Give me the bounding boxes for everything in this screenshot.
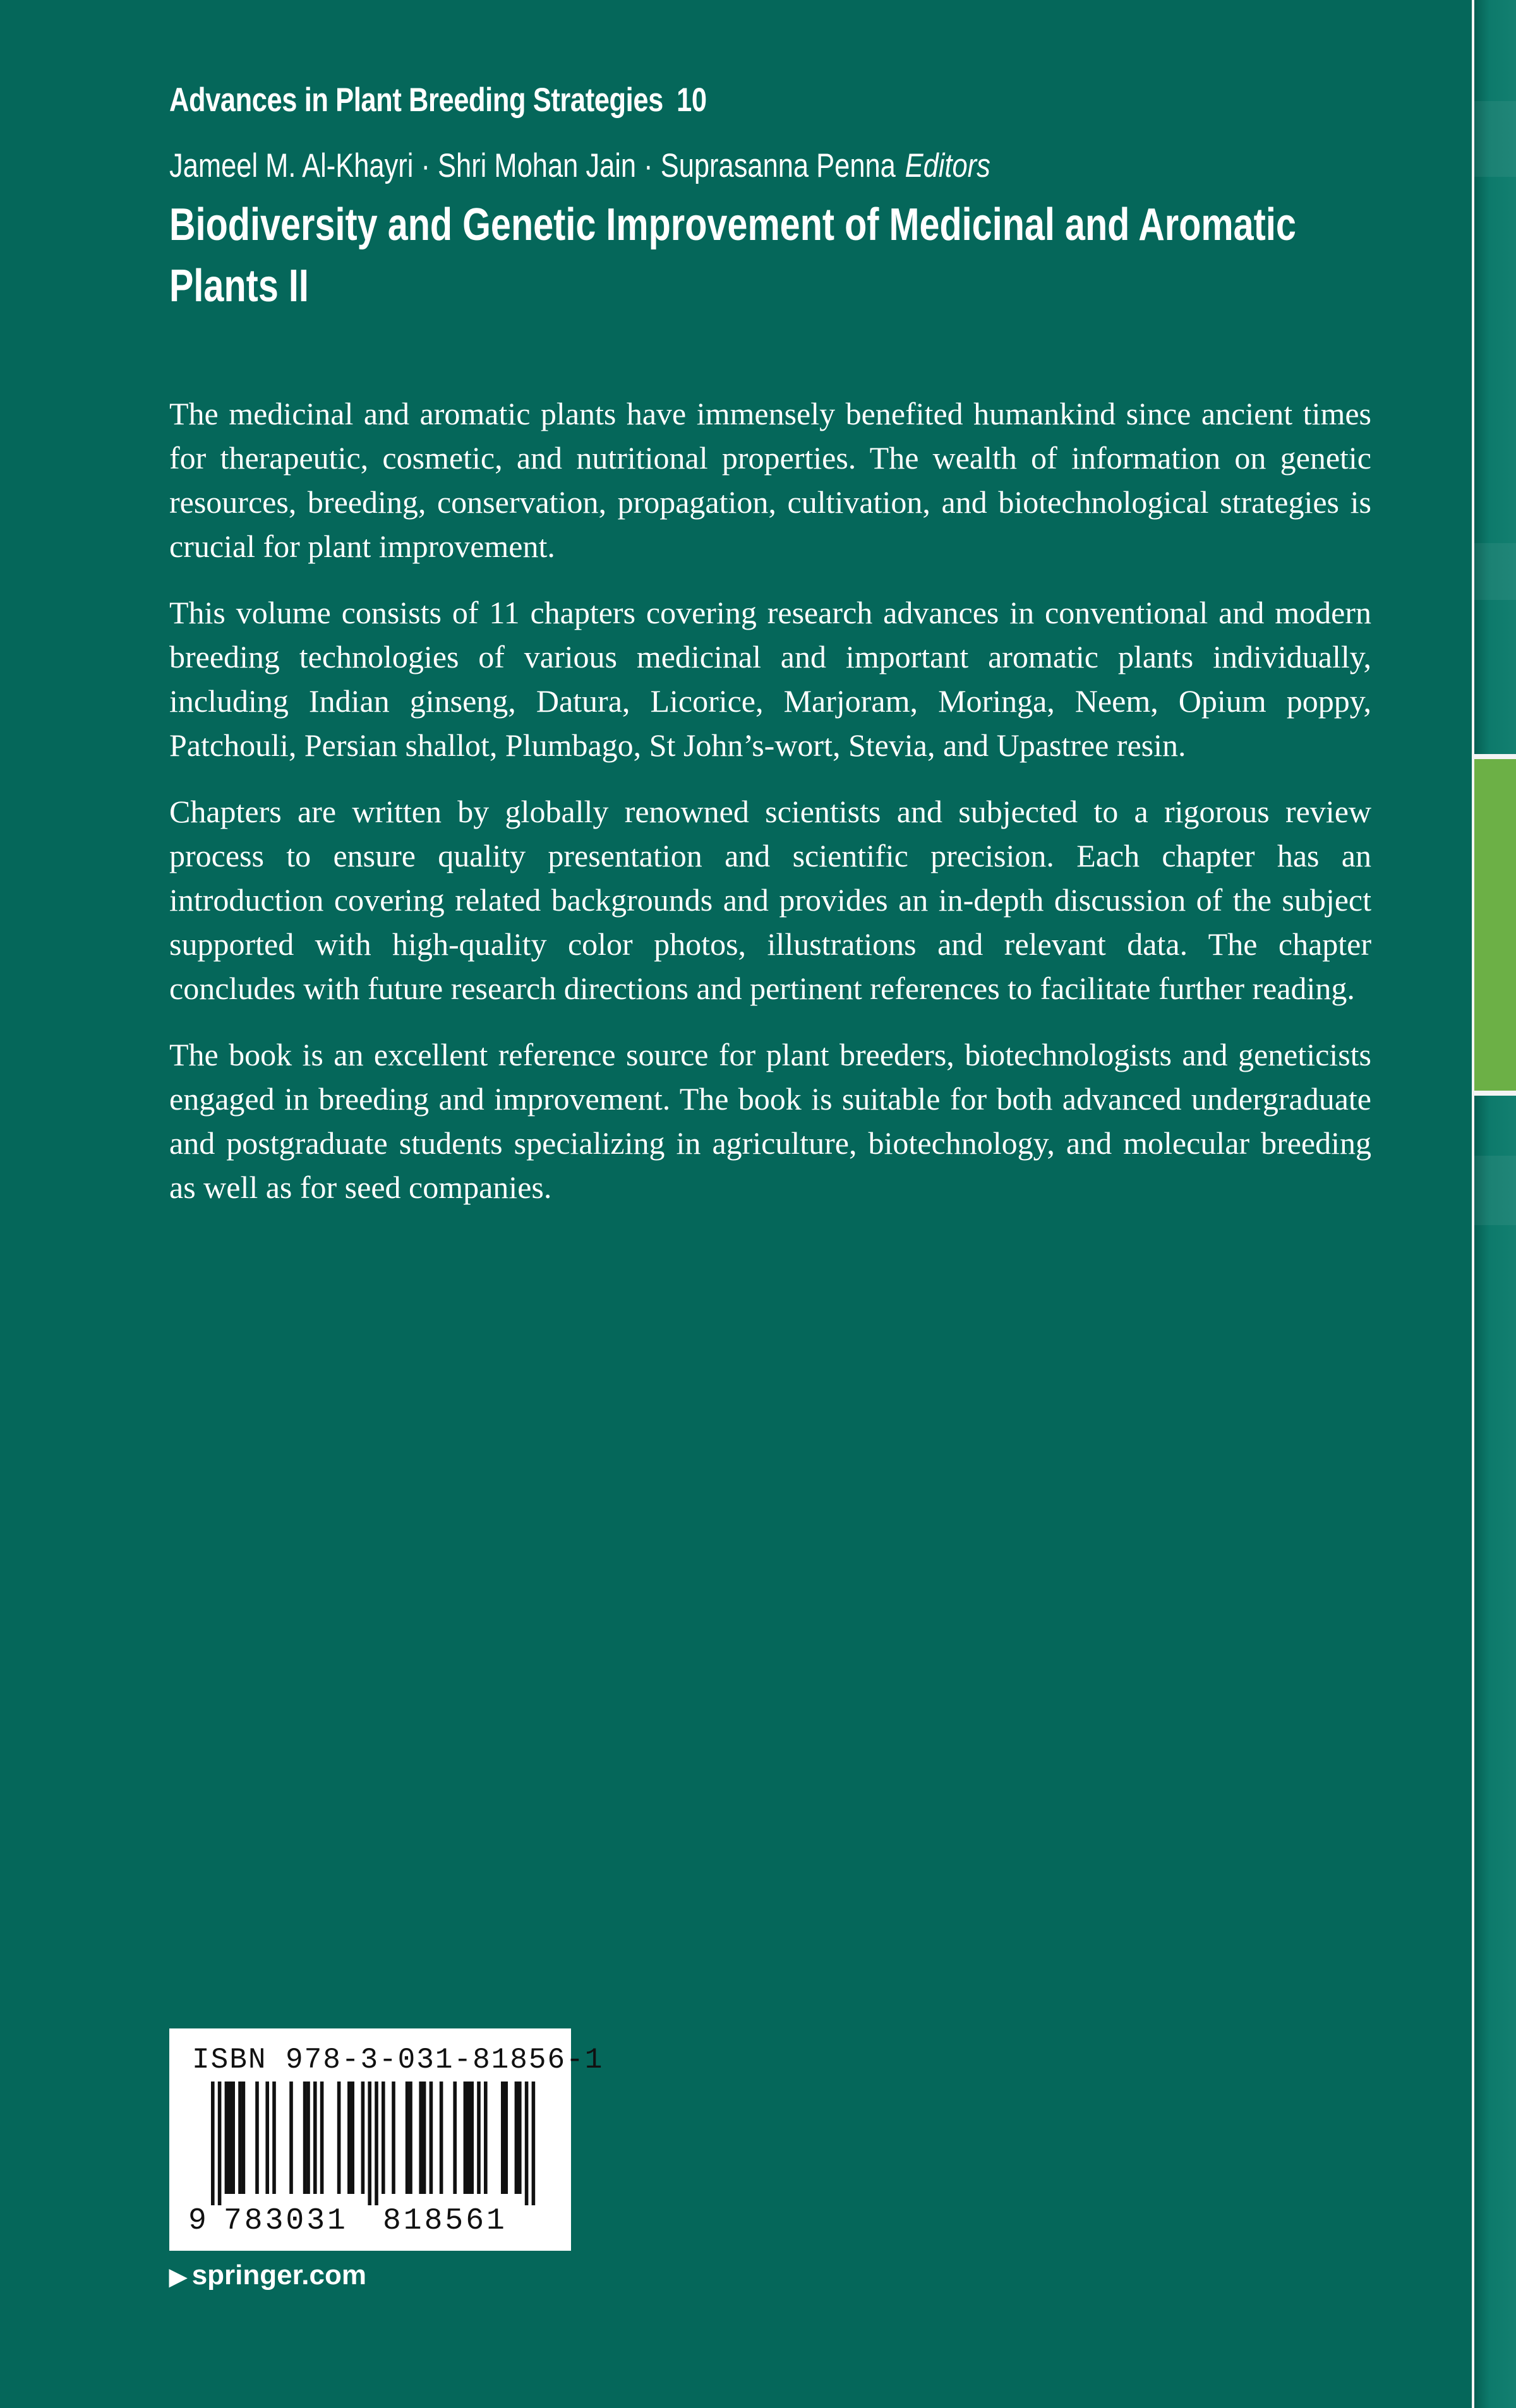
ean-right-group: 818561 — [383, 2204, 507, 2238]
barcode-bar — [225, 2082, 229, 2194]
barcode-bar — [347, 2082, 351, 2194]
barcode-bar — [504, 2082, 508, 2194]
series-name: Advances in Plant Breeding Strategies — [169, 81, 663, 119]
barcode-bar — [501, 2082, 505, 2194]
barcode-bar — [211, 2082, 215, 2205]
barcode-bar — [470, 2082, 474, 2194]
barcode-bar — [484, 2082, 488, 2194]
barcode-bar — [303, 2082, 307, 2194]
barcode-bar — [392, 2082, 395, 2194]
spine-texture — [1474, 101, 1516, 177]
barcode-bar — [375, 2082, 378, 2205]
barcode-bar — [231, 2082, 235, 2194]
website-label: springer.com — [191, 2260, 366, 2291]
spine-color-band — [1474, 759, 1516, 1091]
barcode-bar — [477, 2082, 481, 2194]
barcode-bar — [228, 2082, 232, 2194]
editor-names: Jameel M. Al-Khayri · Shri Mohan Jain · Suprasanna Penna — [169, 147, 896, 184]
barcode-bar — [320, 2082, 324, 2194]
arrow-right-icon: ▶ — [169, 2263, 187, 2289]
publisher-website[interactable] — [169, 2260, 366, 2291]
barcode-bar — [382, 2082, 385, 2194]
barcode-bars — [188, 2082, 555, 2205]
barcode-bar — [242, 2082, 246, 2194]
editors-line — [169, 147, 1153, 185]
barcode-bar — [419, 2082, 423, 2194]
barcode-bar — [272, 2082, 276, 2194]
barcode-bar — [525, 2082, 529, 2205]
spine-texture — [1474, 1156, 1516, 1225]
ean-first-digit: 9 — [188, 2204, 207, 2238]
barcode-bar — [453, 2082, 457, 2194]
isbn-label: ISBN 978-3-031-81856-1 — [192, 2044, 604, 2076]
barcode-bar — [518, 2082, 522, 2194]
spine-band-border-bottom — [1474, 1091, 1516, 1096]
barcode-bar — [423, 2082, 426, 2194]
spine-divider-line — [1472, 0, 1474, 2408]
blurb-paragraph-1: The medicinal and aromatic plants have immensely benefited humankind since ancient times for therapeutic, cosmetic, and nutritional properties. The wealth of information on genetic resources, breeding, conservation, propagation, cultivation, and biotechnological strategies is crucial for plant improvement. — [169, 396, 1371, 564]
book-title-line-1: Biodiversity and Genetic Improvement of Medicinal and Aromatic — [169, 200, 1296, 250]
barcode-bar — [532, 2082, 536, 2205]
isbn-barcode — [169, 2028, 604, 2251]
blurb-paragraph-4: The book is an excellent reference source for plant breeders, biotechnologists and geneticists engaged in breeding and improvement. The book is suitable for both advanced undergraduate and postgraduate students specializing in agriculture, biotechnology, and molecular breeding as well as for seed companies. — [169, 1037, 1371, 1205]
barcode-bar — [313, 2082, 317, 2194]
spine-texture — [1474, 543, 1516, 600]
barcode-bar — [238, 2082, 242, 2194]
blurb-paragraph-2: This volume consists of 11 chapters covering research advances in conventional and modern breeding technologies of various medicinal and important aromatic plants individually, including Indian ginseng, Datura, Licorice, Marjoram, Moringa, Neem, Opium poppy, Patchouli, Persian shallot, Plumbago, St John’s-wort, Stevia, and Upastree resin. — [169, 595, 1371, 763]
barcode-bar — [361, 2082, 365, 2194]
barcode-bar — [306, 2082, 310, 2194]
barcode-bar — [289, 2082, 293, 2194]
barcode-bar — [351, 2082, 354, 2194]
barcode-bar — [467, 2082, 471, 2194]
series-line — [169, 81, 1153, 119]
barcode-bar — [515, 2082, 519, 2194]
barcode-bar — [430, 2082, 433, 2194]
editors-role: Editors — [905, 147, 990, 184]
spine-band-border-top — [1474, 754, 1516, 759]
barcode-bar — [406, 2082, 409, 2194]
barcode-bar — [337, 2082, 341, 2194]
barcode-bar — [265, 2082, 269, 2194]
book-title-line-2: Plants II — [169, 261, 309, 311]
series-volume: 10 — [677, 81, 707, 119]
barcode-bar — [218, 2082, 222, 2205]
barcode-bar — [440, 2082, 443, 2194]
barcode-bar — [255, 2082, 259, 2194]
barcode-bar — [368, 2082, 371, 2205]
blurb-paragraph-3: Chapters are written by globally renowned scientists and subjected to a rigorous review process to ensure quality presentation and scientific precision. Each chapter has an introduction covering related backgrounds and provides an in-depth discussion of the subject supported with high-quality color photos, illustrations and relevant data. The chapter concludes with future research directions and pertinent references to facilitate further reading. — [169, 794, 1371, 1006]
book-title — [169, 195, 1296, 317]
barcode-bar — [464, 2082, 467, 2194]
ean-left-group: 783031 — [224, 2204, 348, 2238]
barcode-bar — [409, 2082, 412, 2194]
blurb — [169, 392, 1371, 1231]
